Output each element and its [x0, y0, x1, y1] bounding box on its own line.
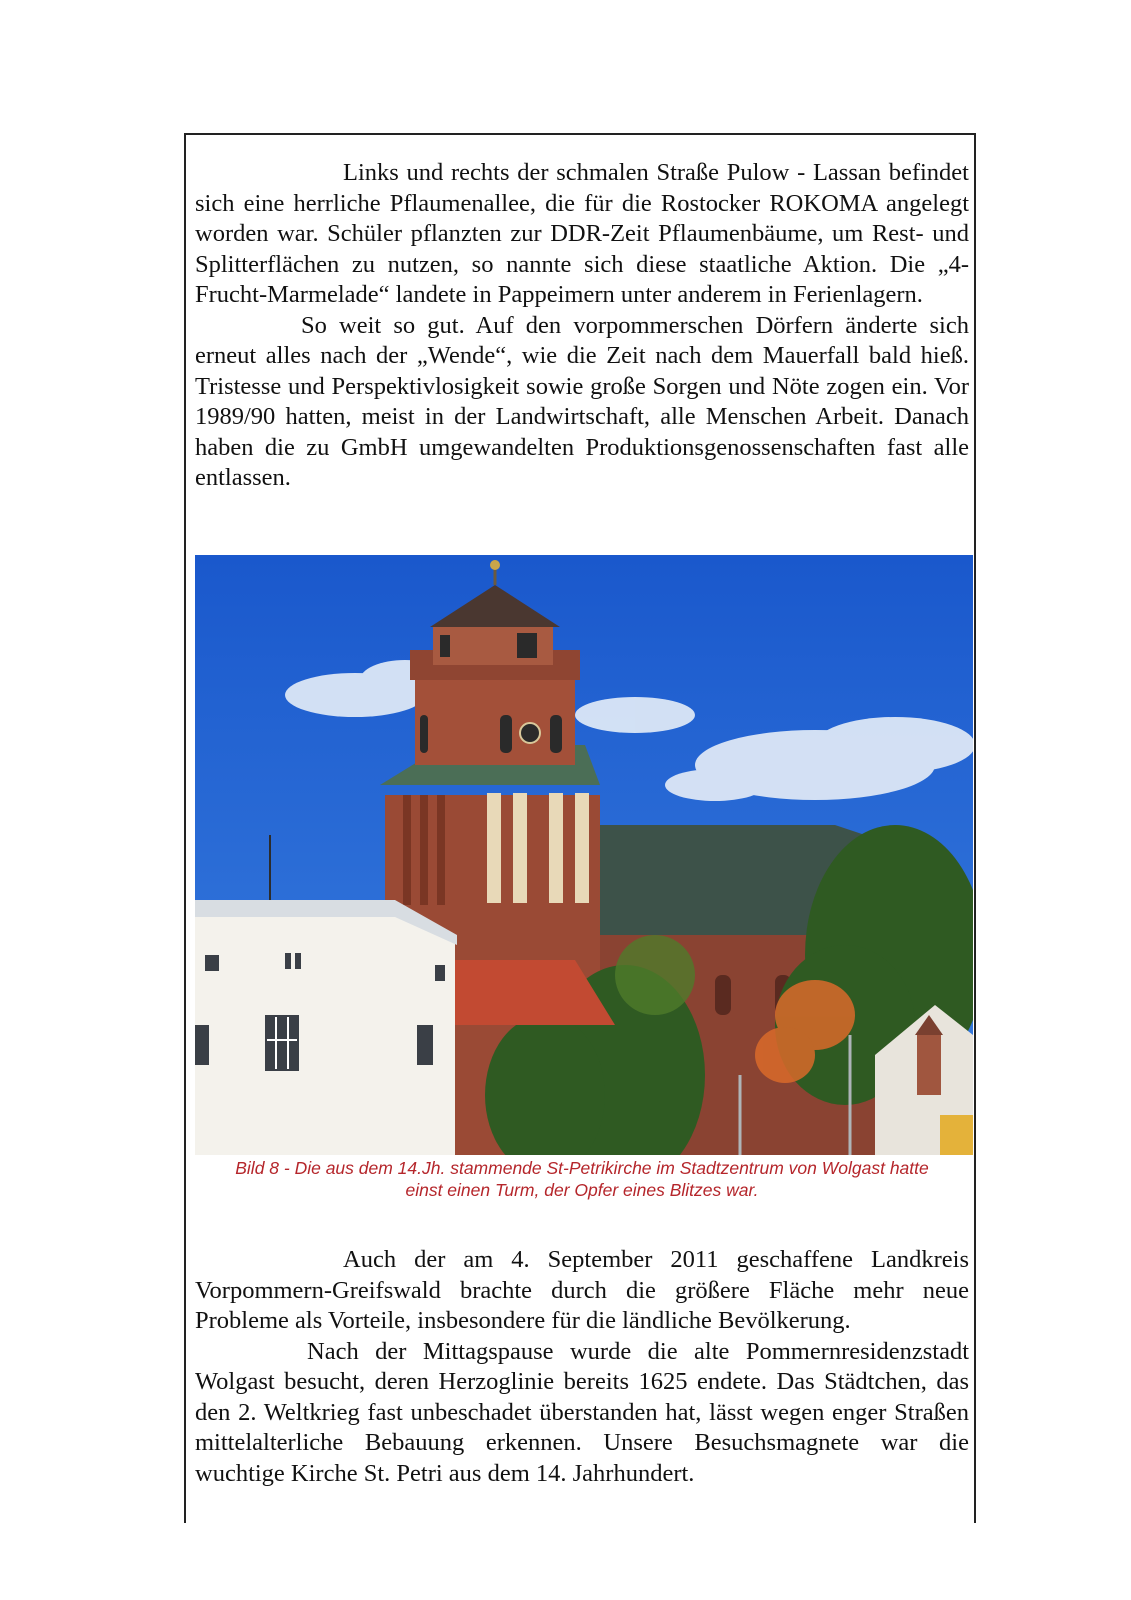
- figure-caption: [195, 1157, 969, 1201]
- caption-line: einst einen Turm, der Opfer eines Blitzes war.: [405, 1180, 759, 1200]
- paragraph: Auch der am 4. September 2011 geschaffene Landkreis Vorpommern-Greifswald brachte durch die größere Fläche mehr neue Probleme als Vorteile, insbesondere für die ländliche Bevölkerung.: [195, 1246, 969, 1334]
- paragraph: Links und rechts der schmalen Straße Pulow - Lassan befindet sich eine herrliche Pflaumenallee, die für die Rostocker ROKOMA angelegt worden war. Schüler pflanzten zur DDR-Zeit Pflaumenbäume, um Rest- und Splitterflächen zu nutzen, so nannte sich diese staatliche Aktion. Die „4-Frucht-Marmelade“ landete in Pappeimern unter anderem in Ferienlagern.: [195, 159, 969, 308]
- text-block-top: [195, 158, 969, 494]
- paragraph: Nach der Mittagspause wurde die alte Pommernresidenzstadt Wolgast besucht, deren Herzoglinie bereits 1625 endete. Das Städtchen, das den 2. Weltkrieg fast unbeschadet überstanden hat, lässt wegen enger Straßen mittelalterliche Bebauung erkennen. Unsere Besuchsmagnete war die wuchtige Kirche St. Petri aus dem 14. Jahrhundert.: [195, 1337, 969, 1487]
- text-block-bottom: [195, 1245, 969, 1489]
- caption-line: Bild 8 - Die aus dem 14.Jh. stammende St-Petrikirche im Stadtzentrum von Wolgast hatte: [235, 1158, 929, 1178]
- paragraph: So weit so gut. Auf den vorpommerschen Dörfern änderte sich erneut alles nach der „Wende“, wie die Zeit nach dem Mauerfall bald hieß. Tristesse und Perspektivlosigkeit sowie große Sorgen und Nöte zogen ein. Vor 1989/90 hatten, meist in der Landwirtschaft, alle Menschen Arbeit. Danach haben die zu GmbH umgewandelten Produktionsgenossenschaften fast alle entlassen.: [195, 311, 969, 491]
- church-photo: [195, 555, 973, 1155]
